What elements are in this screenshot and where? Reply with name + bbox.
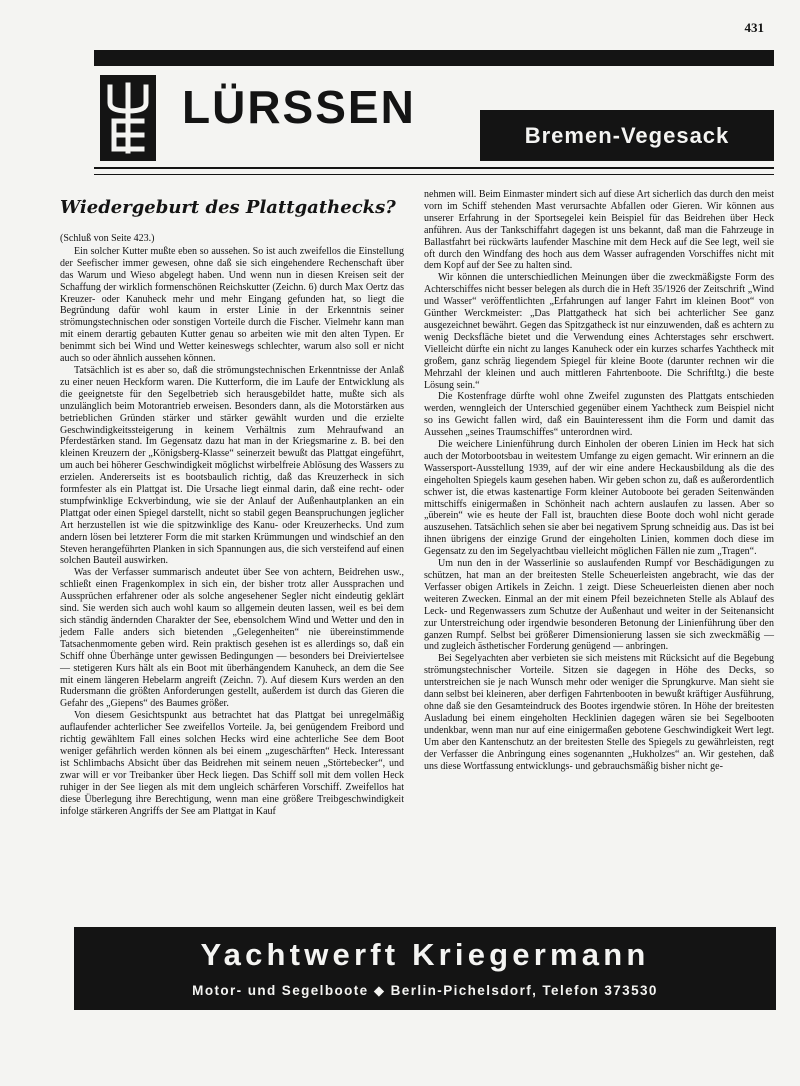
brand-name: LÜRSSEN xyxy=(182,81,416,133)
paragraph: Was der Verfasser summarisch andeutet über See von achtern, Beidrehen usw., schließt einen Fragenkomplex in sich ein, der bisher trotz aller Aussprachen und Aussprüchen erfahrener oder als solche angesehener Segler nicht eindeutig geklärt sind. Sie werden sich auch wohl kaum so allgemein deuten lassen, weil es bei dem sich ständig ändernden Charakter der See, ebensolchem Wind und Wetter und den in jedem Falle anders sich bietenden „Gelegenheiten“ nie übereinstimmende Tatsachenmomente geben wird. Rein praktisch gesehen ist es allerdings so, daß ein Schiff ohne Überhänge unter gewissen Bedingungen — besonders bei Dreiviertelsee — stetigeren Kurs hält als ein Boot mit überhängendem Kanuheck, an dem die See mit einem längeren Hebelarm angreift (Zeichn. 7). Auf diesem Kurs werden an den Rudersmann die größten Anforderungen gestellt, außerdem ist durch das Gieren die Gefahr des „Giepens“ des Baumes größer. xyxy=(60,567,404,710)
paragraph: Um nun den in der Wasserlinie so auslaufenden Rumpf vor Beschädigungen zu schützen, hat man an der breitesten Stelle Scheuerleisten angebracht, wie das der Verfasser obigen Artikels in Zeichn. 1 zeigt. Diese Scheuerleisten dienen aber noch weiteren Zwecken. Einmal an der mit einem Pfeil bezeichneten Stelle als Ablauf des Leck- und Regenwassers zum Schutze der Außenhaut und weiter in der Seitenansicht zur Unterstreichung oder irgendwie besonderen Betonung der Linienführung über den ganzen Rumpf. Selbst bei größerer Dimensionierung lassen sie sich zweckmäßig — und zugleich ästhetischer Forderung genügend — anbringen. xyxy=(424,558,774,653)
paragraph: Die Kostenfrage dürfte wohl ohne Zweifel zugunsten des Plattgats entschieden werden, wenngleich der Unterschied gegenüber einem Yachtheck zum Beispiel nicht so ins Gewicht fallen wird, daß ein Bauinteressent ihm die Form und damit das Aussehen „seines Traumschiffes“ unterordnen wird. xyxy=(424,391,774,439)
paragraph: Von diesem Gesichtspunkt aus betrachtet hat das Plattgat bei unregelmäßig auflaufender achterlicher See zweifellos Vorteile. Ja, bei genügendem Freibord und richtig gewähltem Fall eines solchen Hecks wird eine achterliche See dem Boot weniger gefährlich werden können als bei einem „zugeschärften“ Heck. Interessant ist Schlimbachs Absicht über das Beidrehen mit seinem neuen „Störtebecker“, und zwar will er vor Treibanker über Heck liegen. Das Schiff soll mit dem vollen Heck ruhiger in der See liegen als mit dem ungleich schärferen Vorschiff. Zweifellos hat diese Überlegung ihre Berechtigung, wenn man eine größere Treibgeschwindigkeit infolge stärkeren Angriffs der See am Plattgat in Kauf xyxy=(60,710,404,817)
article-title: Wiedergeburt des Plattgathecks? xyxy=(60,197,396,218)
paragraph: Wir können die unterschiedlichen Meinungen über die zweckmäßigste Form des Achterschiffes nicht besser belegen als durch die in Heft 35/1926 der Zeitschrift „Wind und Wasser“ veröffentlichten „Erfahrungen auf langer Fahrt im kleinen Boot“ von Günther Werckmeister: „Das Plattgatheck hat sich bei achterlicher See ganz ausgezeichnet bewährt. Gegen das Spitzgatheck ist nur einzuwenden, daß es achtern zu wenig Decksfläche bietet und die Verwendung eines Achterstages sehr erschwert. Vielleicht dürfte ein nicht zu langes Kanuheck oder ein kurzes scharfes Yachtheck mit großem, ganz schräg liegendem Spiegel für kleine Boote (darunter rechnen wir die Mehrzahl der kleinen und auch mittleren Fahrtenboote. Die Schriftltg.) die beste Lösung sein.“ xyxy=(424,272,774,391)
advertiser-name: Yachtwerft Kriegermann xyxy=(200,937,650,972)
trident-logo-icon xyxy=(100,75,156,161)
page-number: 431 xyxy=(744,20,764,35)
header-rule xyxy=(94,50,774,66)
paragraph: Bei Segelyachten aber verbieten sie sich meistens mit Rücksicht auf die Begebung strömungstechnischer Vorteile. Sitzen sie dagegen in Höhe des Decks, so unterstreichen sie je nach Wunsch mehr oder weniger die Sprungkurve. Man sieht sie dann selbst bei kleineren, aber derfigen Fahrtenbooten in bewußt kräftiger Ausführung, ohne daß sie den Gesamteindruck des Bootes irgendwie stören. In Höhe der breitesten Ausladung bei einem eingeholten Hecklinien dagegen wären sie bei Segelbooten undenkbar, wenn man nur auf eine einigermaßen gebotene Geschwindigkeit Wert legt. Um aber den Kantenschutz an der breitesten Stelle des Spiegels zu gewährleisten, regt der Verfasser die Anbringung eines sogenannten „Hukholzes“ an. Wir gestehen, daß uns diese Wortfassung entwicklungs- und gebrauchsmäßig bisher nicht ge- xyxy=(424,653,774,772)
paragraph: Ein solcher Kutter mußte eben so aussehen. So ist auch zweifellos die Einstellung der Seefischer immer gewesen, ohne daß sie sich eingehendere Rechenschaft über das Warum und Wieso abgelegt haben. Und wenn nun in diesen Kreisen seit der Schaffung der wirklich formenschönen Reichskutter (Zeichn. 6) durch Max Oertz das Kreuzer- oder Kanuheck mehr und mehr Eingang gefunden hat, so liegt die Begründung dafür wohl kaum in erster Linie in der Erkenntnis seiner strömungstechnischen oder sonstigen Vorteile durch die Fischer. Vielmehr kann man mit einem derartig gebauten Kutter genau so arbeiten wie mit den alten Typen. Er benimmt sich bei Wind und Wetter keineswegs schlechter, warum also soll er nicht auch so oder ähnlich aussehen können. xyxy=(60,245,404,365)
header-divider-thin xyxy=(94,174,774,175)
paragraph: nehmen will. Beim Einmaster mindert sich auf diese Art sicherlich das durch den meist vorn im Schiff stehenden Mast verursachte Abfallen oder Gieren. Wir können aus unserer Erfahrung in der Sportsegelei kein Beispiel für das Beidrehen über Heck anführen. Aus der Tankschiffahrt dagegen ist uns bekannt, daß man die Fahrzeuge in Ballastfahrt bei rückwärts laufender Maschine mit dem Heck auf die See legt, weil sie oft durch den Windfang des hoch aus dem Wasser aufragenden Vorschiffes nicht mit dem Kopf auf der See zu halten sind. xyxy=(424,189,774,272)
article-left-column xyxy=(60,197,404,817)
brand-location: Bremen-Vegesack xyxy=(480,110,774,161)
article-right-column xyxy=(424,189,774,772)
paragraph: Die weichere Linienführung durch Einholen der oberen Linien im Heck hat sich auch der Motorbootsbau in weitestem Umfange zu eigen gemacht. Wir erinnern an die Wassersport-Ausstellung 1939, auf der wir eine andere Heckausbildung als die des eingeholten Spiegels kaum gesehen haben. Wir geben schon zu, daß es außerordentlich schwer ist, die etwas kastenartige Form kleiner Autoboote bei geraden Seitenwänden mittschiffs einigermaßen in Schönheit nach achtern auslaufen zu lassen. Aber so „überein“ wie es heute der Fall ist, brauchten diese Boote doch wohl nicht gerade auszusehen. Tatsächlich sehen sie aber bei negativem Sprung schneidig aus. Das ist bei ihnen übrigens der einzige Grund der eingeholten Linien, kommen doch diese im Gegensatz zu den im Segelyachtbau vielleicht möglichen Fällen nie zum „Tragen“. xyxy=(424,439,774,558)
paragraph: Tatsächlich ist es aber so, daß die strömungstechnischen Erkenntnisse der Anlaß zu einer neuen Heckform waren. Die Kutterform, die im Laufe der Entwicklung als die geeignetste für den Segelbetrieb sich herausgebildet hatte, mußte sich als unzulänglich beim Motorantrieb erweisen. Besonders dann, als die Motorstärken aus betrieblichen Gründen stärker und stärker gewählt wurden und die erzielte Geschwindigkeitssteigerung in keinem Verhältnis zum Mehraufwand an Pferdestärken stand. Im Gegensatz dazu hat man in der Kriegsmarine z. B. bei den kleinen Kreuzern der „Königsberg-Klasse“ seinerzeit bewußt das Plattgat eingeführt, um auch bei höherer Geschwindigkeit möglichst wirbelfreie Ablösung des Wassers zu erzielen. Andererseits ist es bootsbaulich richtig, daß das Kreuzerheck in sich formfester als ein Plattgat ist. Die Ursache liegt einmal darin, daß eine recht- oder stumpfwinklige Eckverbindung, wie sie der Anlauf der Außenhautplanken an ein Plattgat oder einen Spiegel darstellt, nicht so stabil gegen Beanspruchungen jeglicher Art herzustellen ist wie die spitzwinklige des Kanu- oder Kreuzerhecks. Und zum andern lösen bei letzterer Form die mit starken Krümmungen und windschief an den Steven herangeführten Planken in sich Spannungen aus, die sich versteifend auf einen solchen Bauteil auswirken. xyxy=(60,364,404,567)
header-divider xyxy=(94,167,774,169)
advertiser-details: Motor- und Segelboote ◆ Berlin-Pichelsdorf, Telefon 373530 xyxy=(192,983,658,998)
continuation-note: (Schluß von Seite 423.) xyxy=(60,233,155,244)
advertisement-box xyxy=(74,927,776,1010)
